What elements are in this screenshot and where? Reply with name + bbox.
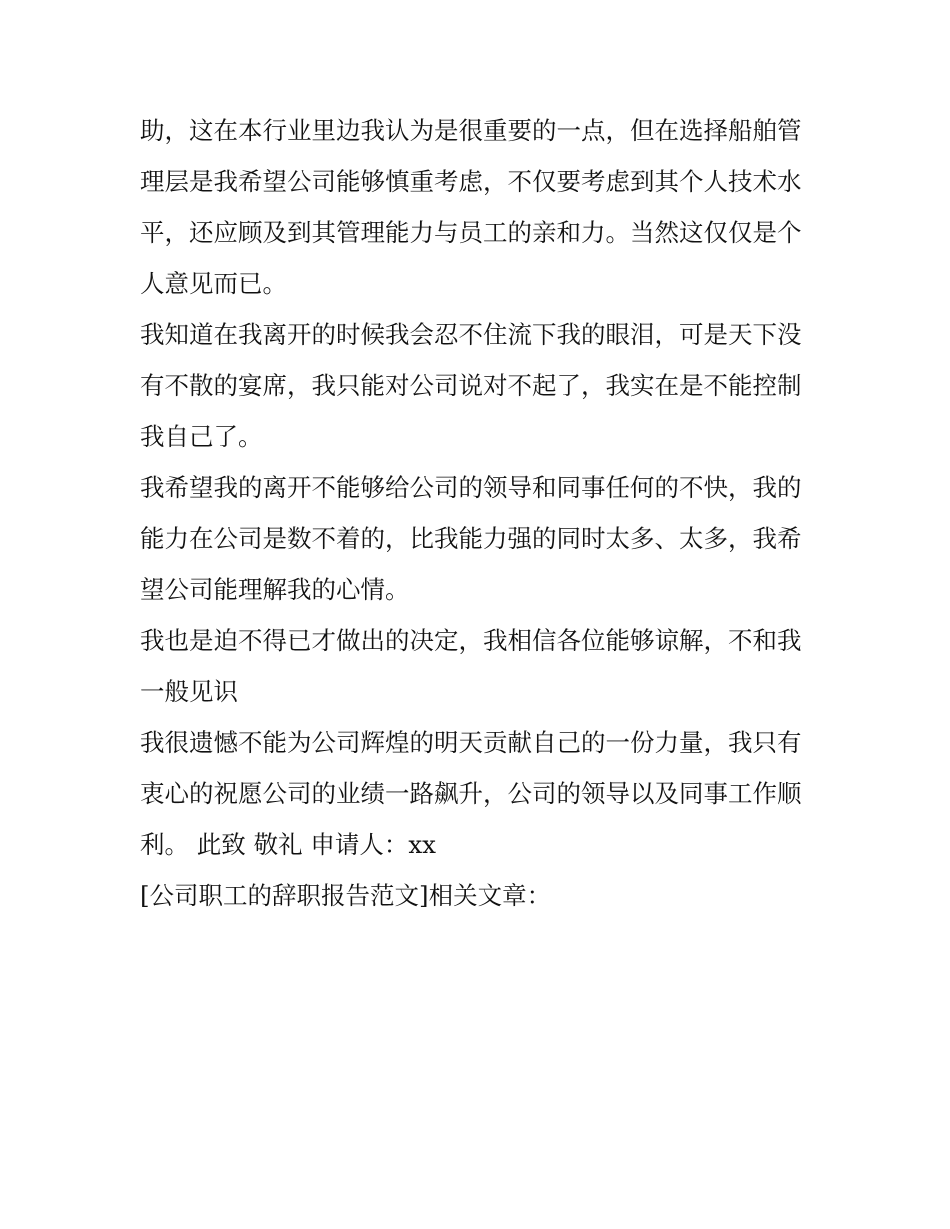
text-line: 我自己了。 bbox=[140, 422, 263, 451]
text-line: 我也是迫不得已才做出的决定，我相信各位能够谅解，不和我 bbox=[140, 626, 802, 655]
text-line: 平，还应顾及到其管理能力与员工的亲和力。当然这仅仅是个 bbox=[140, 218, 802, 247]
text-line: 我很遗憾不能为公司辉煌的明天贡献自己的一份力量，我只有 bbox=[140, 728, 802, 757]
text-line: 助，这在本行业里边我认为是很重要的一点，但在选择船舶管 bbox=[140, 116, 802, 145]
text-line: 能力在公司是数不着的，比我能力强的同时太多、太多，我希 bbox=[140, 524, 802, 553]
text-line: 望公司能理解我的心情。 bbox=[140, 575, 410, 604]
text-line: 我知道在我离开的时候我会忍不住流下我的眼泪，可是天下没 bbox=[140, 320, 802, 349]
text-line: 理层是我希望公司能够慎重考虑，不仅要考虑到其个人技术水 bbox=[140, 167, 802, 196]
document-body bbox=[140, 105, 815, 921]
text-line: 我希望我的离开不能够给公司的领导和同事任何的不快，我的 bbox=[140, 473, 802, 502]
text-line: 衷心的祝愿公司的业绩一路飙升，公司的领导以及同事工作顺 bbox=[140, 779, 802, 808]
text-line: 一般见识 bbox=[140, 677, 238, 706]
signature-line: 利。 此致 敬礼 申请人：xx bbox=[140, 830, 436, 859]
related-articles-heading: [公司职工的辞职报告范文]相关文章： bbox=[140, 881, 552, 910]
text-line: 人意见而已。 bbox=[140, 269, 287, 298]
text-line: 有不散的宴席，我只能对公司说对不起了，我实在是不能控制 bbox=[140, 371, 802, 400]
